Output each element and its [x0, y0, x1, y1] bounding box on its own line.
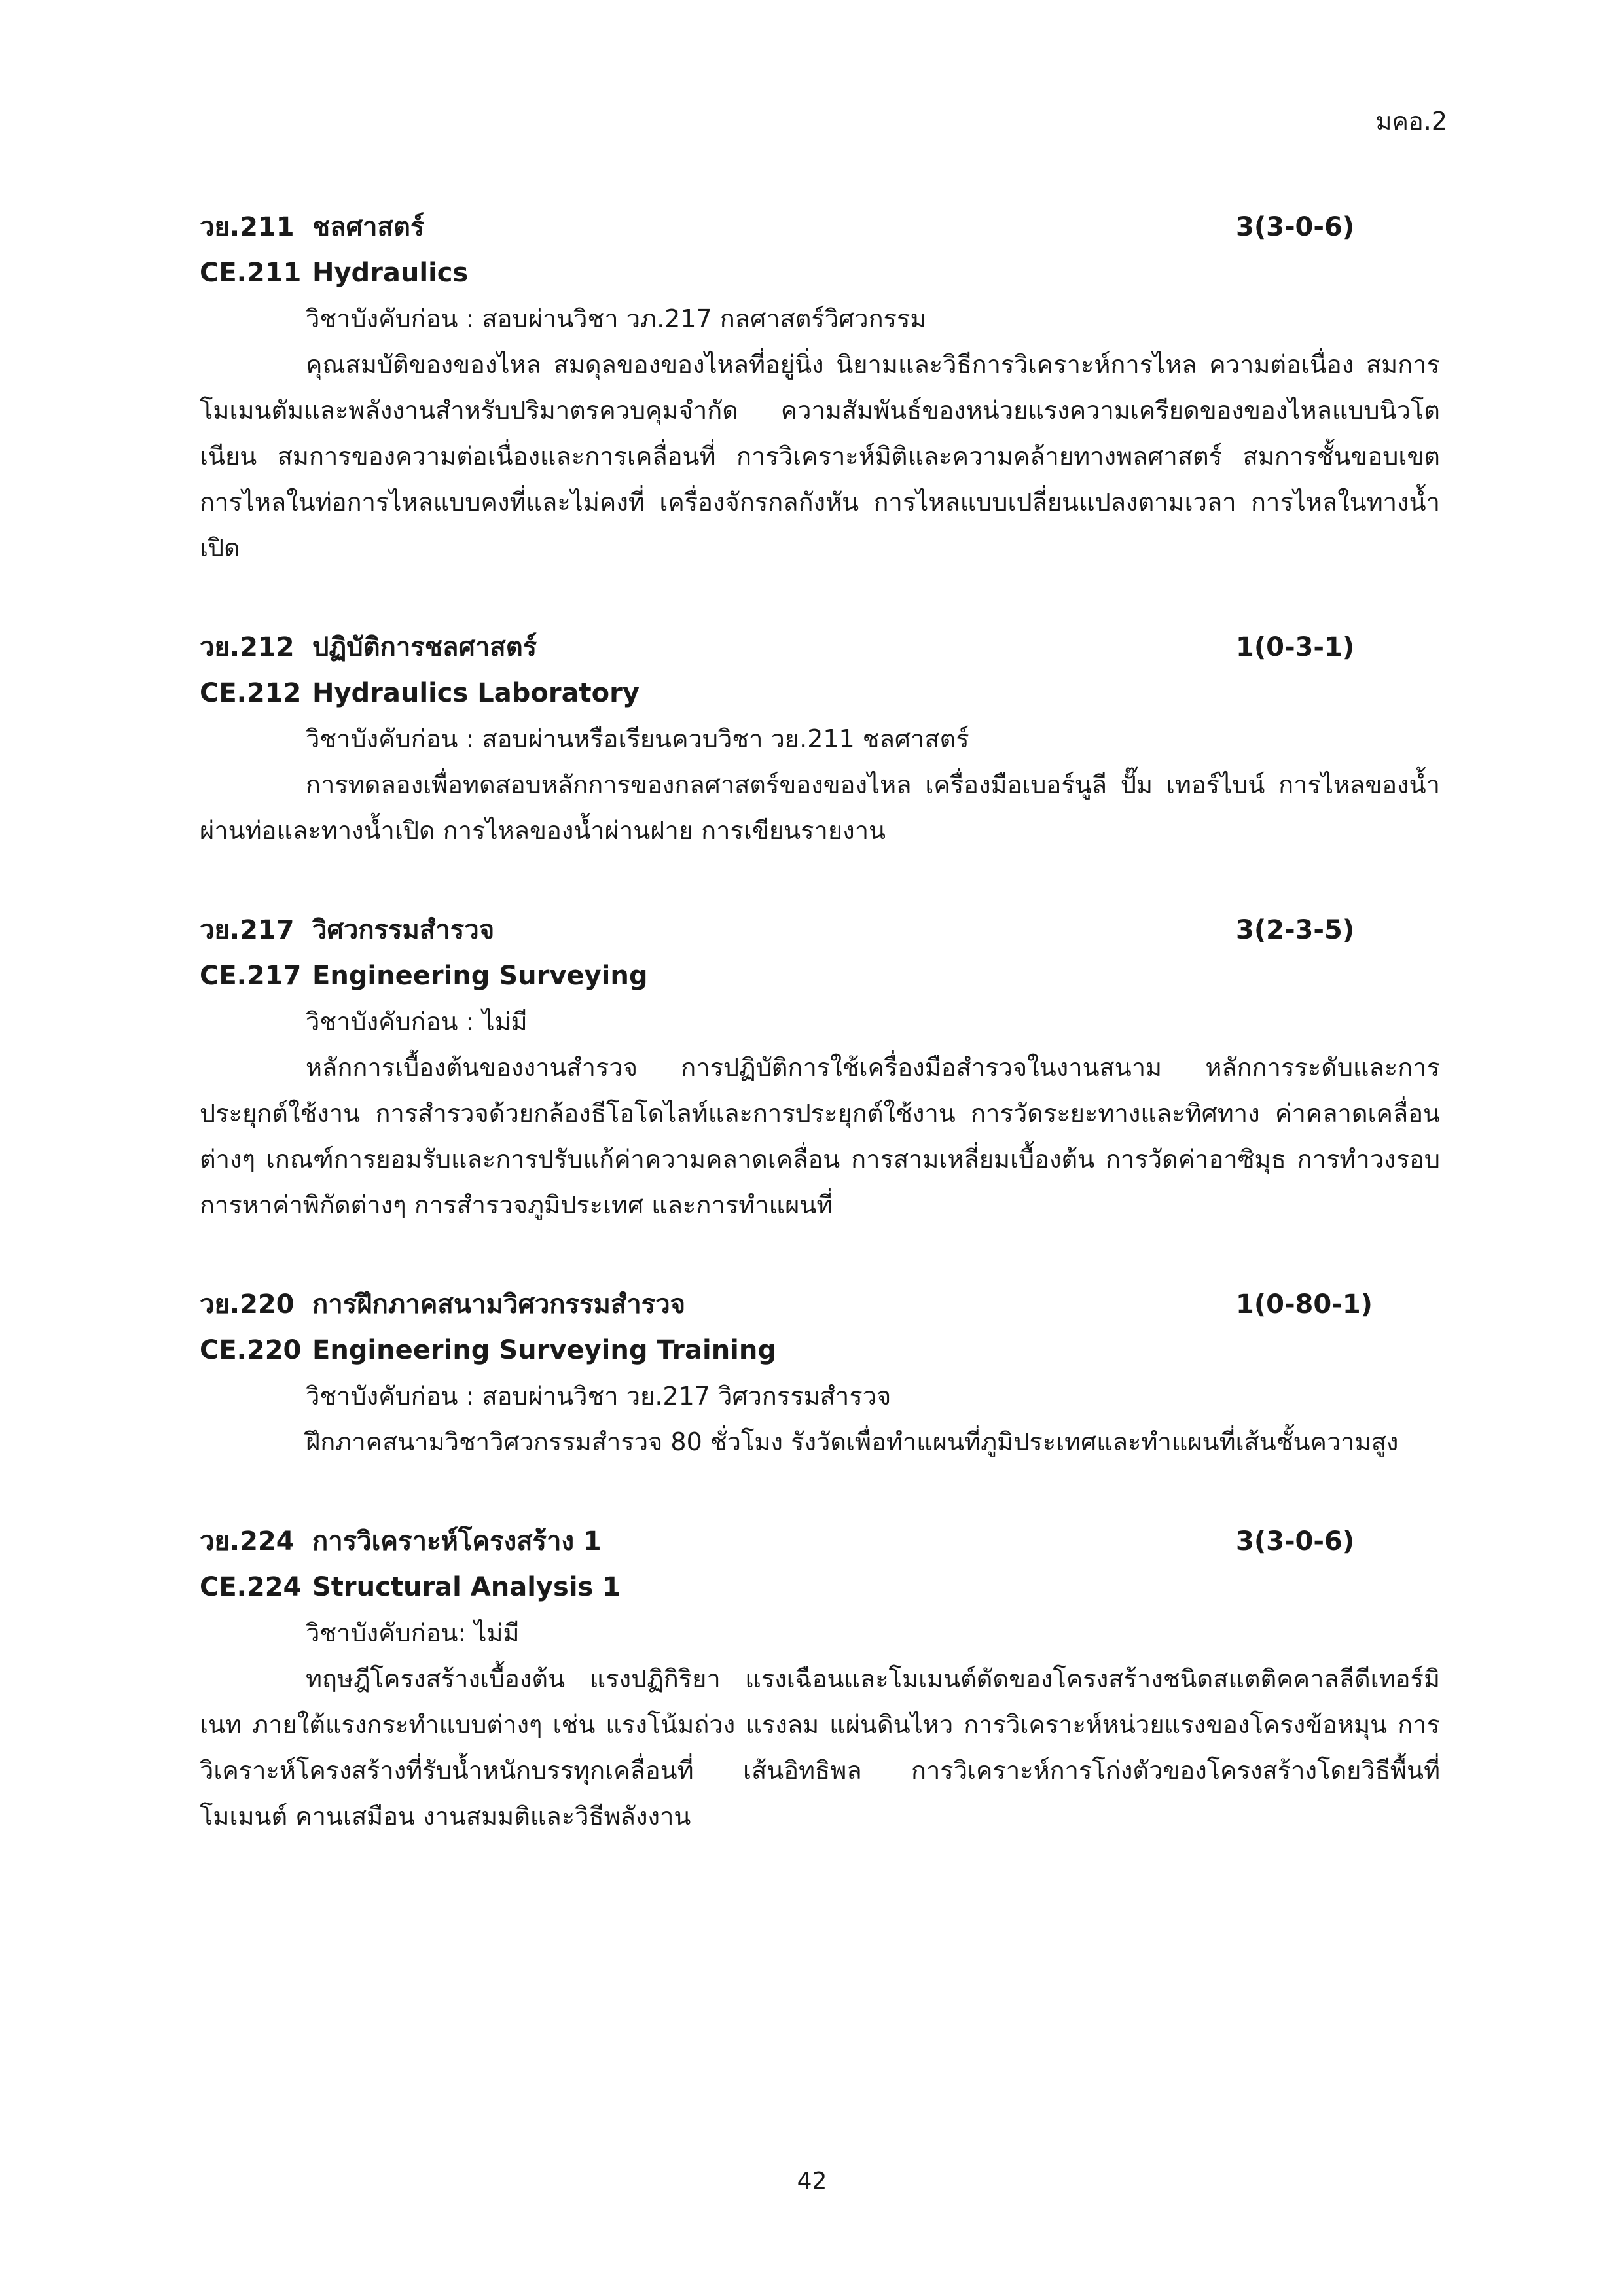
course-prerequisite: วิชาบังคับก่อน : สอบผ่านวิชา วย.217 วิศวกรรมสำรวจ	[306, 1382, 892, 1410]
course-thai-heading	[200, 204, 1440, 250]
course-description: ทฤษฎีโครงสร้างเบื้องต้น แรงปฏิกิริยา แรงเฉือนและโมเมนต์ดัดของโครงสร้างชนิดสแตติคคาลลีดีเทอร์มิเนท ภายใต้แรงกระทำแบบต่างๆ เช่น แรงโน้มถ่วง แรงลม แผ่นดินไหว การวิเคราะห์หน่วยแรงของโครงข้อหมุน การวิเคราะห์โครงสร้างที่รับน้ำหนักบรรทุกเคลื่อนที่ เส้นอิทธิพล การวิเคราะห์การโก่งตัวของโครงสร้างโดยวิธีพื้นที่โมเมนต์ คานเสมือน งานสมมติและวิธีพลังงาน	[200, 1664, 1440, 1831]
course-thai-heading	[200, 907, 1440, 953]
course-thai-heading	[200, 624, 1440, 670]
course-entry-ce212	[200, 624, 1440, 853]
course-thai-name: การฝึกภาคสนามวิศวกรรมสำรวจ	[312, 1289, 686, 1319]
course-thai-name: ชลศาสตร์	[312, 212, 425, 242]
course-credits: 3(2-3-5)	[1236, 915, 1355, 945]
course-thai-code: วย.217	[200, 915, 295, 945]
course-prerequisite: วิชาบังคับก่อน : สอบผ่านหรือเรียนควบวิชา วย.211 ชลศาสตร์	[306, 725, 969, 753]
course-credits: 1(0-3-1)	[1236, 632, 1355, 662]
course-english-name: Hydraulics	[312, 258, 469, 288]
course-description: หลักการเบื้องต้นของงานสำรวจ การปฏิบัติการใช้เครื่องมือสำรวจในงานสนาม หลักการระดับและการประยุกต์ใช้งาน การสำรวจด้วยกล้องธีโอโดไลท์และการประยุกต์ใช้งาน การวัดระยะทางและทิศทาง ค่าคลาดเคลื่อนต่างๆ เกณฑ์การยอมรับและการปรับแก้ค่าความคลาดเคลื่อน การสามเหลี่ยมเบื้องต้น การวัดค่าอาซิมุธ การทำวงรอบ การหาค่าพิกัดต่างๆ การสำรวจภูมิประเทศ และการทำแผนที่	[200, 1053, 1440, 1219]
document-code: มคอ.2	[1375, 107, 1447, 135]
course-thai-name: ปฏิบัติการชลศาสตร์	[312, 632, 537, 662]
course-credits: 3(3-0-6)	[1236, 1526, 1355, 1556]
course-thai-code: วย.211	[200, 212, 295, 242]
course-english-heading	[200, 1564, 1440, 1610]
course-thai-name: การวิเคราะห์โครงสร้าง 1	[312, 1526, 602, 1556]
course-english-name: Hydraulics Laboratory	[312, 678, 640, 708]
course-thai-code: วย.212	[200, 632, 295, 662]
course-prerequisite: วิชาบังคับก่อน : ไม่มี	[306, 1007, 528, 1036]
course-english-code: CE.211	[200, 258, 302, 288]
course-english-name: Engineering Surveying	[312, 961, 648, 991]
course-thai-heading	[200, 1282, 1440, 1327]
page-number: 42	[797, 2168, 827, 2195]
course-english-heading	[200, 953, 1440, 999]
course-english-heading	[200, 1327, 1440, 1373]
course-english-heading	[200, 670, 1440, 716]
course-entry-ce211	[200, 204, 1440, 571]
course-credits: 1(0-80-1)	[1236, 1289, 1373, 1319]
course-english-code: CE.220	[200, 1335, 302, 1365]
course-thai-code: วย.220	[200, 1289, 295, 1319]
course-description: คุณสมบัติของของไหล สมดุลของของไหลที่อยู่นิ่ง นิยามและวิธีการวิเคราะห์การไหล ความต่อเนื่อง สมการโมเมนตัมและพลังงานสำหรับปริมาตรควบคุมจำกัด ความสัมพันธ์ของหน่วยแรงความเครียดของของไหลแบบนิวโตเนียน สมการของความต่อเนื่องและการเคลื่อนที่ การวิเคราะห์มิติและความคล้ายทางพลศาสตร์ สมการชั้นขอบเขต การไหลในท่อการไหลแบบคงที่และไม่คงที่ เครื่องจักรกลกังหัน การไหลแบบเปลี่ยนแปลงตามเวลา การไหลในทางน้ำเปิด	[200, 350, 1440, 562]
course-english-code: CE.217	[200, 961, 302, 991]
course-prerequisite: วิชาบังคับก่อน: ไม่มี	[306, 1619, 520, 1647]
course-prerequisite: วิชาบังคับก่อน : สอบผ่านวิชา วภ.217 กลศาสตร์วิศวกรรม	[306, 304, 927, 333]
course-thai-name: วิศวกรรมสำรวจ	[312, 915, 495, 945]
course-thai-heading	[200, 1518, 1440, 1564]
course-english-name: Engineering Surveying Training	[312, 1335, 777, 1365]
course-description: ฝึกภาคสนามวิชาวิศวกรรมสำรวจ 80 ชั่วโมง รังวัดเพื่อทำแผนที่ภูมิประเทศและทำแผนที่เส้นชั้นความสูง	[306, 1427, 1399, 1456]
course-description: การทดลองเพื่อทดสอบหลักการของกลศาสตร์ของของไหล เครื่องมือเบอร์นูลี ปั๊ม เทอร์ไบน์ การไหลของน้ำผ่านท่อและทางน้ำเปิด การไหลของน้ำผ่านฝาย การเขียนรายงาน	[200, 770, 1440, 845]
course-entry-ce220	[200, 1282, 1440, 1465]
course-english-heading	[200, 250, 1440, 296]
course-entry-ce217	[200, 907, 1440, 1228]
course-english-name: Structural Analysis 1	[312, 1572, 621, 1602]
course-credits: 3(3-0-6)	[1236, 212, 1355, 242]
course-thai-code: วย.224	[200, 1526, 295, 1556]
course-list	[200, 204, 1440, 1893]
course-english-code: CE.224	[200, 1572, 302, 1602]
course-entry-ce224	[200, 1518, 1440, 1839]
course-english-code: CE.212	[200, 678, 302, 708]
